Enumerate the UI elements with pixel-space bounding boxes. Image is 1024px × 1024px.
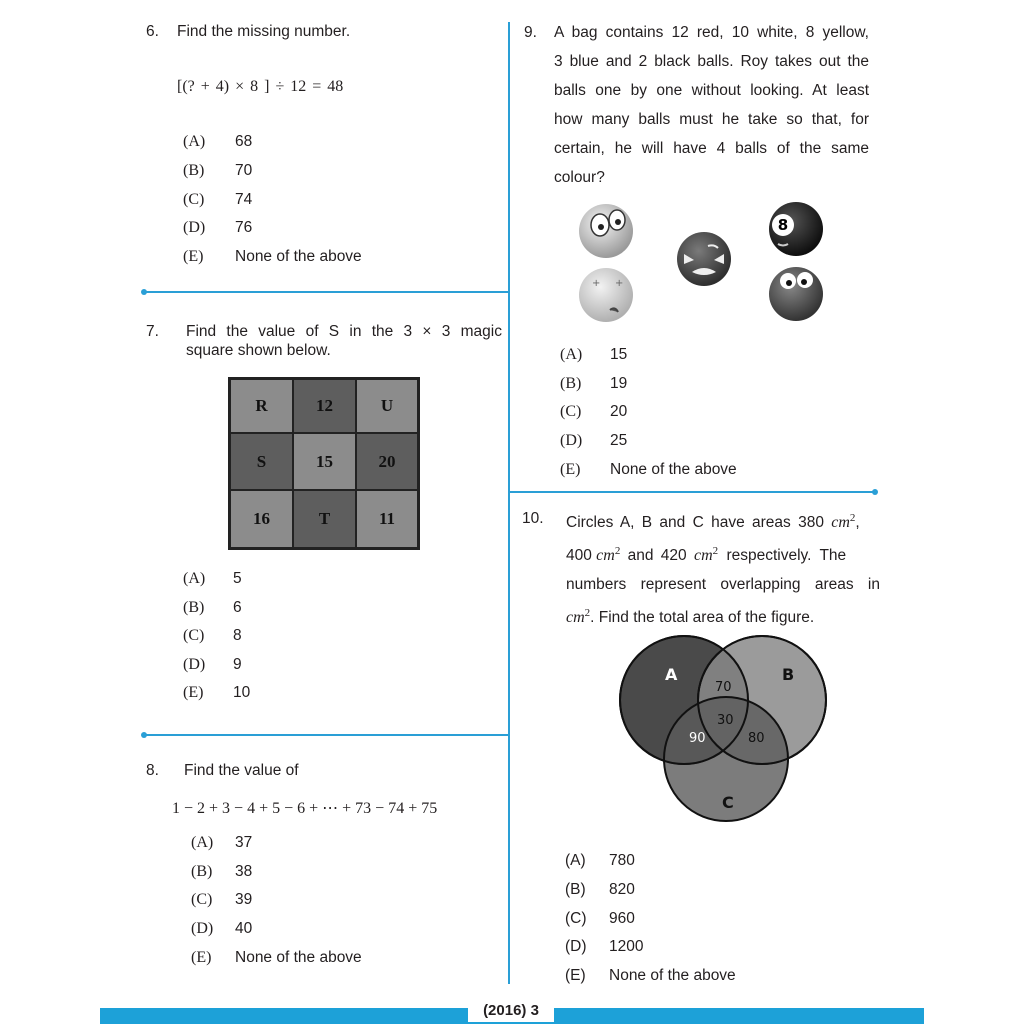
unit-text: cm [831,514,850,532]
option-label: (C) [560,403,582,420]
question-text-line: square shown below. [186,342,331,359]
option-label: (C) [183,191,205,208]
option-value: 960 [609,910,635,927]
magic-cell: S [230,433,293,490]
option-label: (A) [560,346,583,363]
question-text-line [566,504,880,537]
separator-line [509,491,874,493]
option-value: None of the above [610,461,737,478]
magic-cell: R [230,379,293,433]
overlap-ac: 90 [689,731,706,746]
option-d[interactable] [191,920,252,938]
magic-cell: 12 [293,379,356,433]
unit-exponent: 2 [712,545,719,558]
separator-line [144,734,509,736]
question-number: 10. [522,510,544,527]
option-c[interactable] [183,191,252,209]
option-e[interactable] [560,461,737,479]
option-value: 5 [233,570,242,587]
question-text-line: colour? [554,169,605,186]
separator-dot [872,489,878,495]
unit-exponent: 2 [614,545,621,558]
option-a[interactable] [191,834,252,852]
svg-text:+: + [592,278,601,289]
option-value: 820 [609,881,635,898]
option-label: (E) [560,461,581,478]
option-label: (A) [183,133,206,150]
ball-icon [677,232,731,286]
option-c[interactable] [183,627,242,645]
option-label: (B) [191,863,213,880]
option-label: (E) [565,967,586,984]
option-b[interactable] [183,599,242,617]
option-label: (E) [183,248,204,265]
venn-diagram [615,630,833,826]
question-text: Find the missing number. [177,23,351,40]
magic-cell: 20 [356,433,418,490]
magic-cell: 16 [230,490,293,548]
question-text-line: Find the value of S in the 3 × 3 magic [186,323,502,340]
magic-cell: 11 [356,490,418,548]
option-value: 19 [610,375,628,392]
option-value: 20 [610,403,628,420]
option-e[interactable] [183,684,250,702]
overlap-ab: 70 [715,680,732,695]
option-value: None of the above [235,248,362,265]
question-text-line [566,599,880,632]
question-text [554,18,869,192]
option-value: 68 [235,133,253,150]
option-value: 76 [235,219,253,236]
option-value: 70 [235,162,253,179]
option-label: (E) [191,949,212,966]
option-value: 15 [610,346,628,363]
overlap-bc: 80 [748,731,765,746]
option-value: 40 [235,920,253,937]
option-label: (B) [565,881,586,898]
option-a[interactable] [183,570,242,588]
option-label: (B) [183,599,205,616]
option-value: 10 [233,684,251,701]
option-label: (B) [183,162,205,179]
option-label: (D) [565,938,587,955]
text-fragment: Circles A, B and C have areas 380 [566,514,832,532]
option-value: 74 [235,191,253,208]
option-label: (A) [565,852,586,869]
overlap-abc: 30 [717,713,734,728]
option-b[interactable] [565,881,635,899]
option-value: 9 [233,656,242,673]
option-d[interactable] [183,219,252,237]
text-fragment: 400 [566,547,597,565]
magic-cell: 15 [293,433,356,490]
option-value: 39 [235,891,253,908]
question-text-line: how many balls must he take so that, for [554,111,869,128]
question-text-line: certain, he will have 4 balls of the same [554,140,869,157]
option-b[interactable] [183,162,252,180]
option-label: (D) [183,219,206,236]
question-text-line: numbers represent overlapping areas in [566,576,880,594]
option-value: None of the above [235,949,362,966]
option-value: 1200 [609,938,644,955]
option-e[interactable] [565,967,736,985]
math-expression: 1 − 2 + 3 − 4 + 5 − 6 + ⋯ + 73 − 74 + 75 [172,800,438,817]
question-text-line: A bag contains 12 red, 10 white, 8 yellow, [554,24,869,41]
option-e[interactable] [191,949,362,967]
question-number: 7. [146,323,159,340]
magic-cell: U [356,379,418,433]
unit-text: cm [693,547,713,565]
text-fragment: respectively. The [718,547,847,565]
balls-illustration [570,198,832,328]
eight-ball-icon [769,202,823,256]
option-label: (C) [565,910,587,927]
option-a[interactable] [560,346,627,364]
text-fragment: . Find the total area of the figure. [590,609,815,627]
ball-number: 8 [777,216,789,234]
option-value: 37 [235,834,253,851]
text-fragment: and 420 [620,547,694,565]
unit-exponent: 2 [849,512,856,524]
option-b[interactable] [560,375,627,393]
option-a[interactable] [565,852,635,870]
option-value: 8 [233,627,242,644]
question-number: 8. [146,762,159,779]
option-label: (D) [560,432,583,449]
option-value: 6 [233,599,242,616]
option-d[interactable] [565,938,643,956]
option-c[interactable] [560,403,627,421]
option-label: (D) [183,656,206,673]
option-e[interactable] [183,248,362,266]
magic-square [228,377,420,550]
separator-line [144,291,509,293]
text-fragment: , [855,514,860,532]
magic-cell: T [293,490,356,548]
question-text: Find the value of [184,762,299,779]
option-c[interactable] [565,910,635,928]
column-divider [508,22,510,984]
unit-text: cm [566,609,585,627]
question-text [566,504,880,632]
option-label: (E) [183,684,204,701]
ball-icon [579,268,633,322]
option-d[interactable] [560,432,627,450]
svg-text:+: + [615,278,624,289]
question-text-line: 3 blue and 2 black balls. Roy takes out the [554,53,869,70]
circle-label-b: B [782,665,795,684]
math-expression: [(? + 4) × 8 ] ÷ 12 = 48 [177,78,344,95]
question-text-line: balls one by one without looking. At least [554,82,869,99]
question-number: 9. [524,24,537,41]
option-label: (A) [191,834,214,851]
unit-text: cm [596,547,615,565]
option-value: 38 [235,863,253,880]
option-label: (C) [191,891,213,908]
option-c[interactable] [191,891,252,909]
question-number: 6. [146,23,159,40]
option-d[interactable] [183,656,242,674]
question-text-line [566,537,880,570]
option-label: (B) [560,375,582,392]
option-b[interactable] [191,863,252,881]
option-value: 25 [610,432,628,449]
option-a[interactable] [183,133,252,151]
option-value: None of the above [609,967,736,984]
ball-icon [769,267,823,321]
circle-label-c: C [722,793,734,812]
option-label: (D) [191,920,214,937]
option-value: 780 [609,852,635,869]
ball-icon [579,204,633,258]
page-number: (2016) 3 [468,1000,554,1022]
circle-label-a: A [665,665,678,684]
option-label: (C) [183,627,205,644]
option-label: (A) [183,570,206,587]
unit-exponent: 2 [584,607,591,620]
